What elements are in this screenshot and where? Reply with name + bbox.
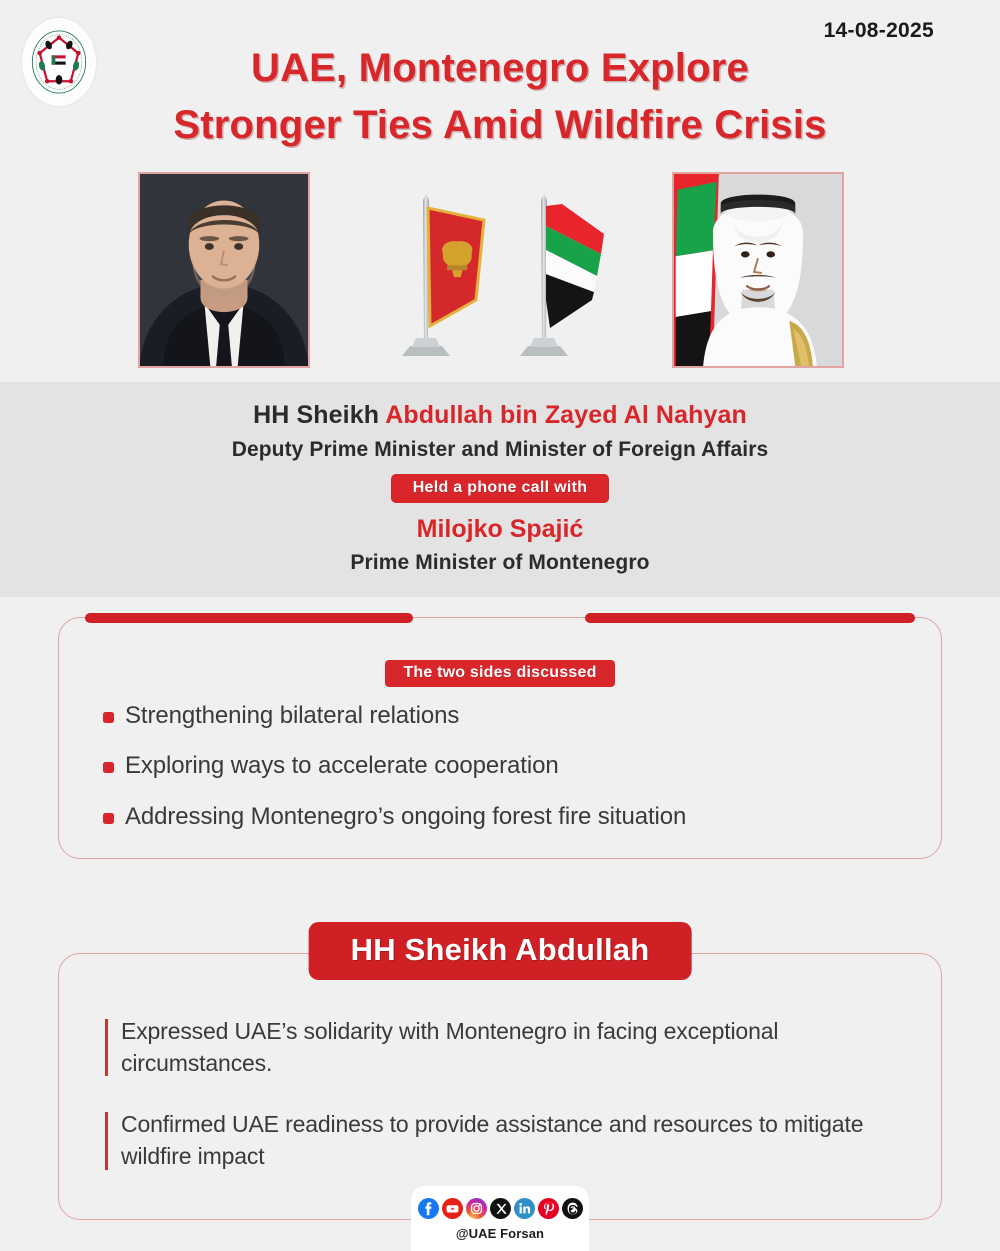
x-icon[interactable] [490,1198,511,1219]
connector-badge: Held a phone call with [391,474,610,503]
discussion-list [59,703,941,830]
uae-fm-photo [672,172,844,368]
card-top-accent-left [85,613,413,623]
social-links [421,1198,579,1219]
page-title-line-1: UAE, Montenegro Explore [251,46,749,90]
flags-illustration [380,180,612,360]
social-handle: @UAE Forsan [455,1226,545,1241]
montenegro-official-role: Prime Minister of Montenegro [350,551,650,575]
statement-item: Confirmed UAE readiness to provide assistance and resources to mitigate wildfire impact [105,1109,881,1172]
pinterest-icon[interactable] [538,1198,559,1219]
youtube-icon[interactable] [442,1198,463,1219]
statements-heading: HH Sheikh Abdullah [309,922,692,980]
uae-official-role: Deputy Prime Minister and Minister of Foreign Affairs [231,437,769,461]
statements-card [58,931,942,1220]
portrait-and-flags-row [0,172,1000,382]
discussion-heading: The two sides discussed [385,660,614,687]
publication-date: 14-08-2025 [823,19,934,42]
list-item: Addressing Montenegro’s ongoing forest fire situation [103,804,941,830]
threads-icon[interactable] [562,1198,583,1219]
discussion-card [58,617,942,859]
header [0,0,1000,172]
list-item: Exploring ways to accelerate cooperation [103,753,941,779]
instagram-icon[interactable] [466,1198,487,1219]
statement-item: Expressed UAE’s solidarity with Montenegro in facing exceptional circumstances. [105,1016,881,1079]
page-title-line-2: Stronger Ties Amid Wildfire Crisis [173,102,827,147]
list-item: Strengthening bilateral relations [103,703,941,729]
officials-band [0,382,1000,597]
page-title [0,40,1000,154]
footer [411,1186,589,1251]
facebook-icon[interactable] [418,1198,439,1219]
uae-official-name-prefix: HH Sheikh [253,401,386,429]
montenegro-official-name: Milojko Spajić [416,515,584,543]
uae-official-name [0,398,1000,434]
card-top-accent-right [585,613,915,623]
uae-official-name-highlight: Abdullah bin Zayed Al Nahyan [385,401,747,429]
montenegro-pm-photo [138,172,310,368]
linkedin-icon[interactable] [514,1198,535,1219]
